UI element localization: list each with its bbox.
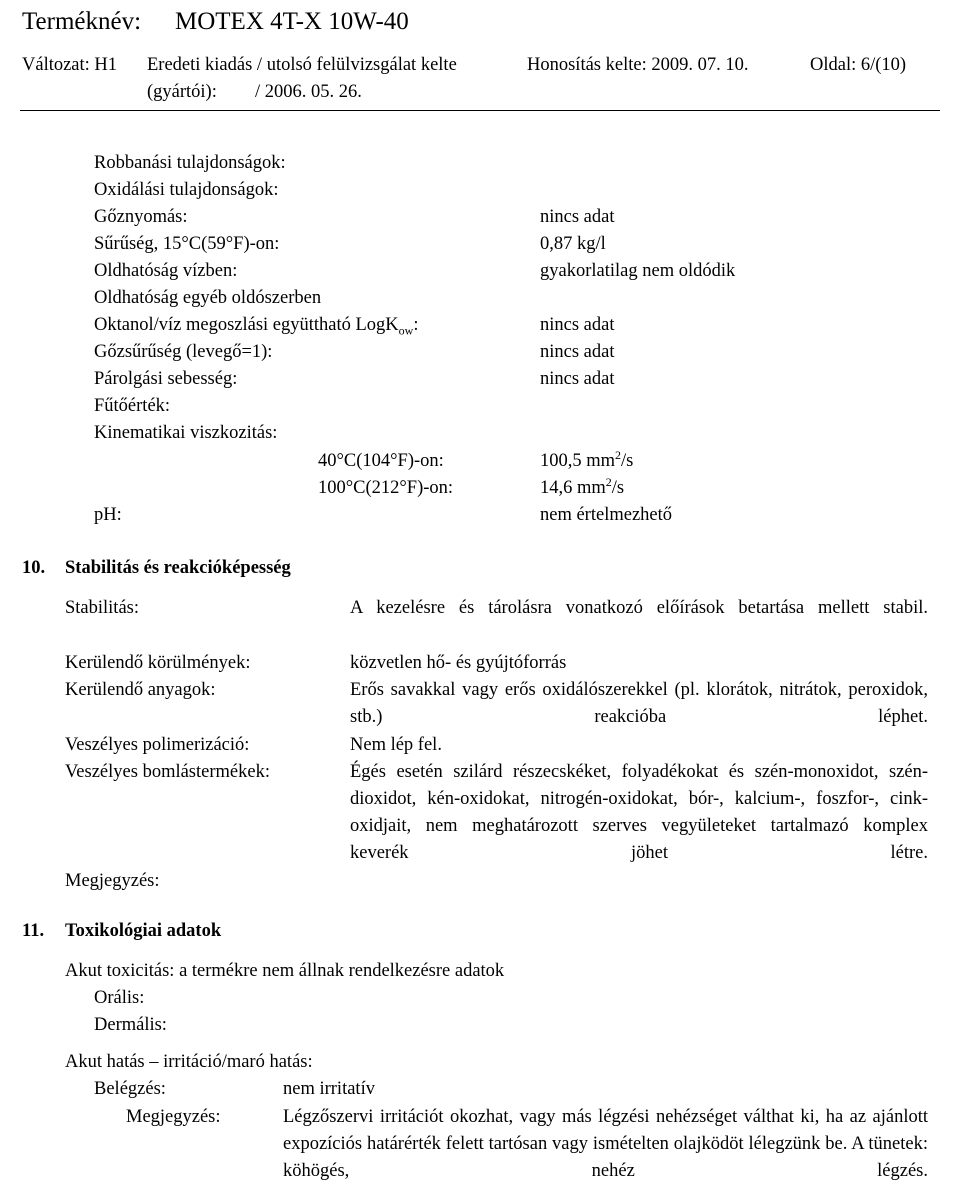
viscosity-number: 100,5 mm — [540, 451, 616, 471]
property-label — [94, 312, 418, 339]
section-10-note-label: Megjegyzés: — [65, 871, 160, 891]
property-label: Gőzsűrűség (levegő=1): — [94, 342, 273, 362]
issue-label-2: (gyártói): — [147, 82, 217, 102]
viscosity-temp: 100°C(212°F)-on: — [318, 478, 454, 498]
property-value: nincs adat — [540, 315, 615, 335]
dermal-label: Dermális: — [94, 1015, 167, 1035]
section-11-note-text: Légzőszervi irritációt okozhat, vagy más légzési nehézséget válthat ki, ha az ajánlott expozíciós határérték felett tartósan vagy ismételten olajködöt lélegzünk be. A tünetek: köhögés, nehéz légzés. — [283, 1107, 928, 1181]
issue-date: / 2006. 05. 26. — [255, 82, 362, 102]
property-value: 0,87 kg/l — [540, 234, 606, 254]
decomposition-label: Veszélyes bomlástermékek: — [65, 762, 270, 782]
polymerization-text: Nem lép fel. — [350, 735, 442, 755]
oral-label: Orális: — [94, 988, 145, 1008]
ph-label: pH: — [94, 505, 122, 525]
product-name: MOTEX 4T-X 10W-40 — [175, 8, 409, 35]
materials-to-avoid-text: Erős savakkal vagy erős oxidálószerekkel (pl. klorátok, nitrátok, peroxidok, stb.) reakcióba léphet. — [350, 680, 928, 727]
section-11-title: Toxikológiai adatok — [65, 921, 222, 941]
adaptation-date: Honosítás kelte: 2009. 07. 10. — [527, 55, 749, 75]
property-label-subscript: ow — [398, 323, 414, 338]
property-label: Sűrűség, 15°C(59°F)-on: — [94, 234, 280, 254]
viscosity-exponent: 2 — [605, 474, 612, 489]
page-number: Oldal: 6/(10) — [810, 55, 907, 75]
viscosity-temp: 40°C(104°F)-on: — [318, 451, 444, 471]
version-label: Változat: H1 — [22, 55, 118, 75]
section-11-note-label: Megjegyzés: — [126, 1107, 221, 1127]
property-value: gyakorlatilag nem oldódik — [540, 261, 736, 281]
property-label-text: Oktanol/víz megoszlási együttható LogK — [94, 315, 399, 335]
ph-value: nem értelmezhető — [540, 505, 673, 525]
property-label: Oxidálási tulajdonságok: — [94, 180, 279, 200]
conditions-to-avoid-label: Kerülendő körülmények: — [65, 653, 251, 673]
conditions-to-avoid-text: közvetlen hő- és gyújtóforrás — [350, 653, 567, 673]
viscosity-unit: /s — [611, 478, 625, 498]
section-10-title: Stabilitás és reakcióképesség — [65, 558, 291, 578]
property-value: nincs adat — [540, 342, 615, 362]
issue-label: Eredeti kiadás / utolsó felülvizsgálat kelte — [147, 55, 457, 75]
property-value: nincs adat — [540, 369, 615, 389]
property-value: nincs adat — [540, 207, 615, 227]
section-11-number: 11. — [22, 921, 45, 941]
property-label: Gőznyomás: — [94, 207, 188, 227]
property-label-tail: : — [413, 315, 419, 335]
property-label: Oldhatóság egyéb oldószerben — [94, 288, 322, 308]
viscosity-exponent: 2 — [615, 447, 622, 462]
viscosity-value — [540, 448, 633, 475]
viscosity-value — [540, 475, 624, 502]
property-label: Fűtőérték: — [94, 396, 171, 416]
product-label: Terméknév: — [22, 8, 142, 35]
inhalation-value: nem irritatív — [283, 1079, 375, 1099]
acute-toxicity: Akut toxicitás: a termékre nem állnak rendelkezésre adatok — [65, 961, 505, 981]
viscosity-unit: /s — [621, 451, 634, 471]
stability-label: Stabilitás: — [65, 598, 139, 618]
property-label: Oldhatóság vízben: — [94, 261, 238, 281]
section-10-number: 10. — [22, 558, 46, 578]
property-label: Párolgási sebesség: — [94, 369, 238, 389]
viscosity-number: 14,6 mm — [540, 478, 606, 498]
inhalation-label: Belégzés: — [94, 1079, 166, 1099]
materials-to-avoid-label: Kerülendő anyagok: — [65, 680, 216, 700]
polymerization-label: Veszélyes polimerizáció: — [65, 735, 250, 755]
acute-effect-heading: Akut hatás – irritáció/maró hatás: — [65, 1052, 313, 1072]
property-label: Robbanási tulajdonságok: — [94, 153, 286, 173]
decomposition-text: Égés esetén szilárd részecskéket, folyadékokat és szén-monoxidot, szén-dioxidot, kén-oxidokat, nitrogén-oxidokat, bór-, kalcium-, foszfor-, cink-oxidjait, nem meghatározott szerves vegyületeket tartalmazó komplex keverék jöhet létre. — [350, 762, 928, 863]
stability-text: A kezelésre és tárolásra vonatkozó előírások betartása mellett stabil. — [350, 598, 928, 618]
header-divider — [20, 110, 940, 111]
property-label: Kinematikai viszkozitás: — [94, 423, 278, 443]
